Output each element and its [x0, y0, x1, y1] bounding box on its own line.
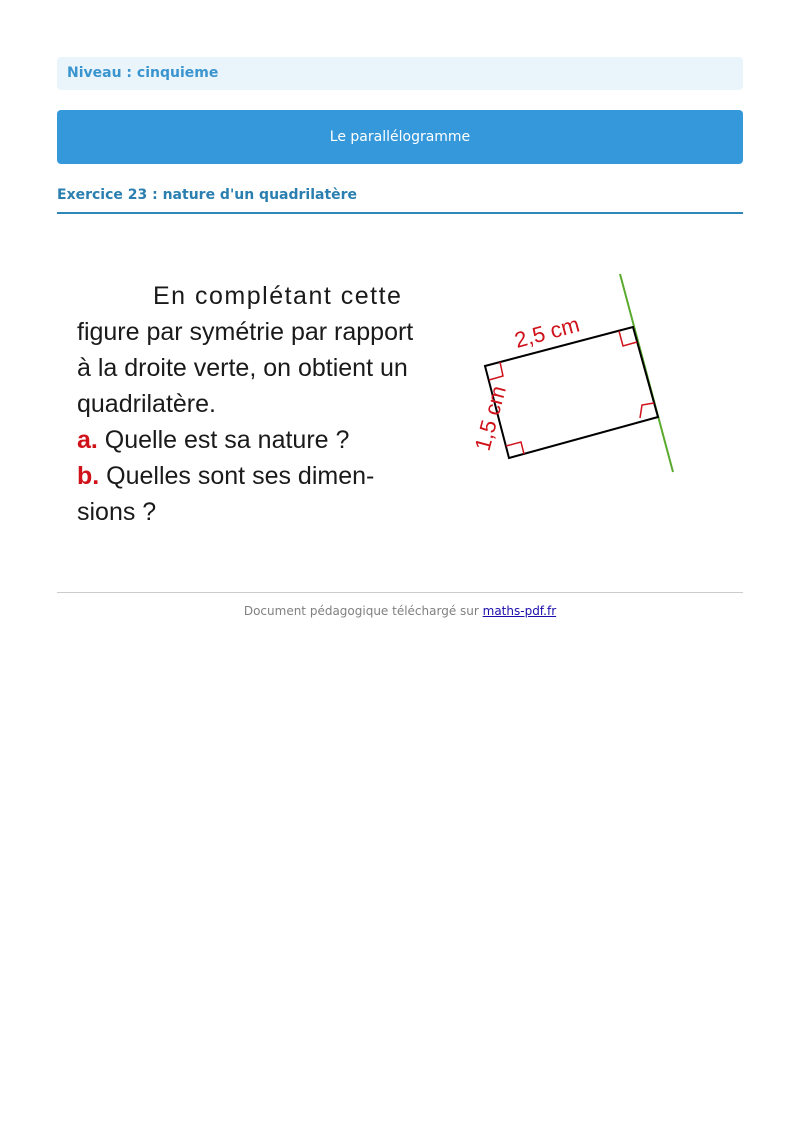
question-b: [77, 458, 437, 494]
footer-text: Document pédagogique téléchargé sur: [243, 604, 483, 618]
right-angle-marker: [640, 403, 654, 418]
footer: [57, 604, 743, 618]
question-a-label: a.: [77, 426, 98, 454]
chapter-title: Le parallélogramme: [57, 110, 743, 164]
exercise-statement: [77, 278, 437, 530]
question-b-text: Quelles sont ses dimen-: [99, 462, 375, 490]
question-b-label: b.: [77, 462, 100, 490]
question-a: [77, 422, 437, 458]
question-b-continued: sions ?: [77, 498, 157, 526]
footer-link[interactable]: maths-pdf.fr: [482, 604, 557, 618]
length-label: 2,5 cm: [511, 311, 583, 353]
right-angle-marker: [506, 442, 524, 454]
question-a-text: Quelle est sa nature ?: [97, 426, 350, 454]
footer-divider: [57, 592, 743, 593]
exercise-heading: Exercice 23 : nature d'un quadrilatère: [57, 186, 743, 214]
width-label: 1,5 cm: [469, 383, 511, 454]
statement-line: à la droite verte, on obtient un: [77, 354, 408, 382]
statement-line: En complétant cette: [153, 282, 403, 310]
level-banner: Niveau : cinquieme: [57, 57, 743, 90]
statement-line: quadrilatère.: [77, 390, 216, 418]
rectangle: [485, 327, 658, 458]
statement-line: figure par symétrie par rapport: [77, 318, 414, 346]
rectangle-figure: [455, 262, 695, 482]
